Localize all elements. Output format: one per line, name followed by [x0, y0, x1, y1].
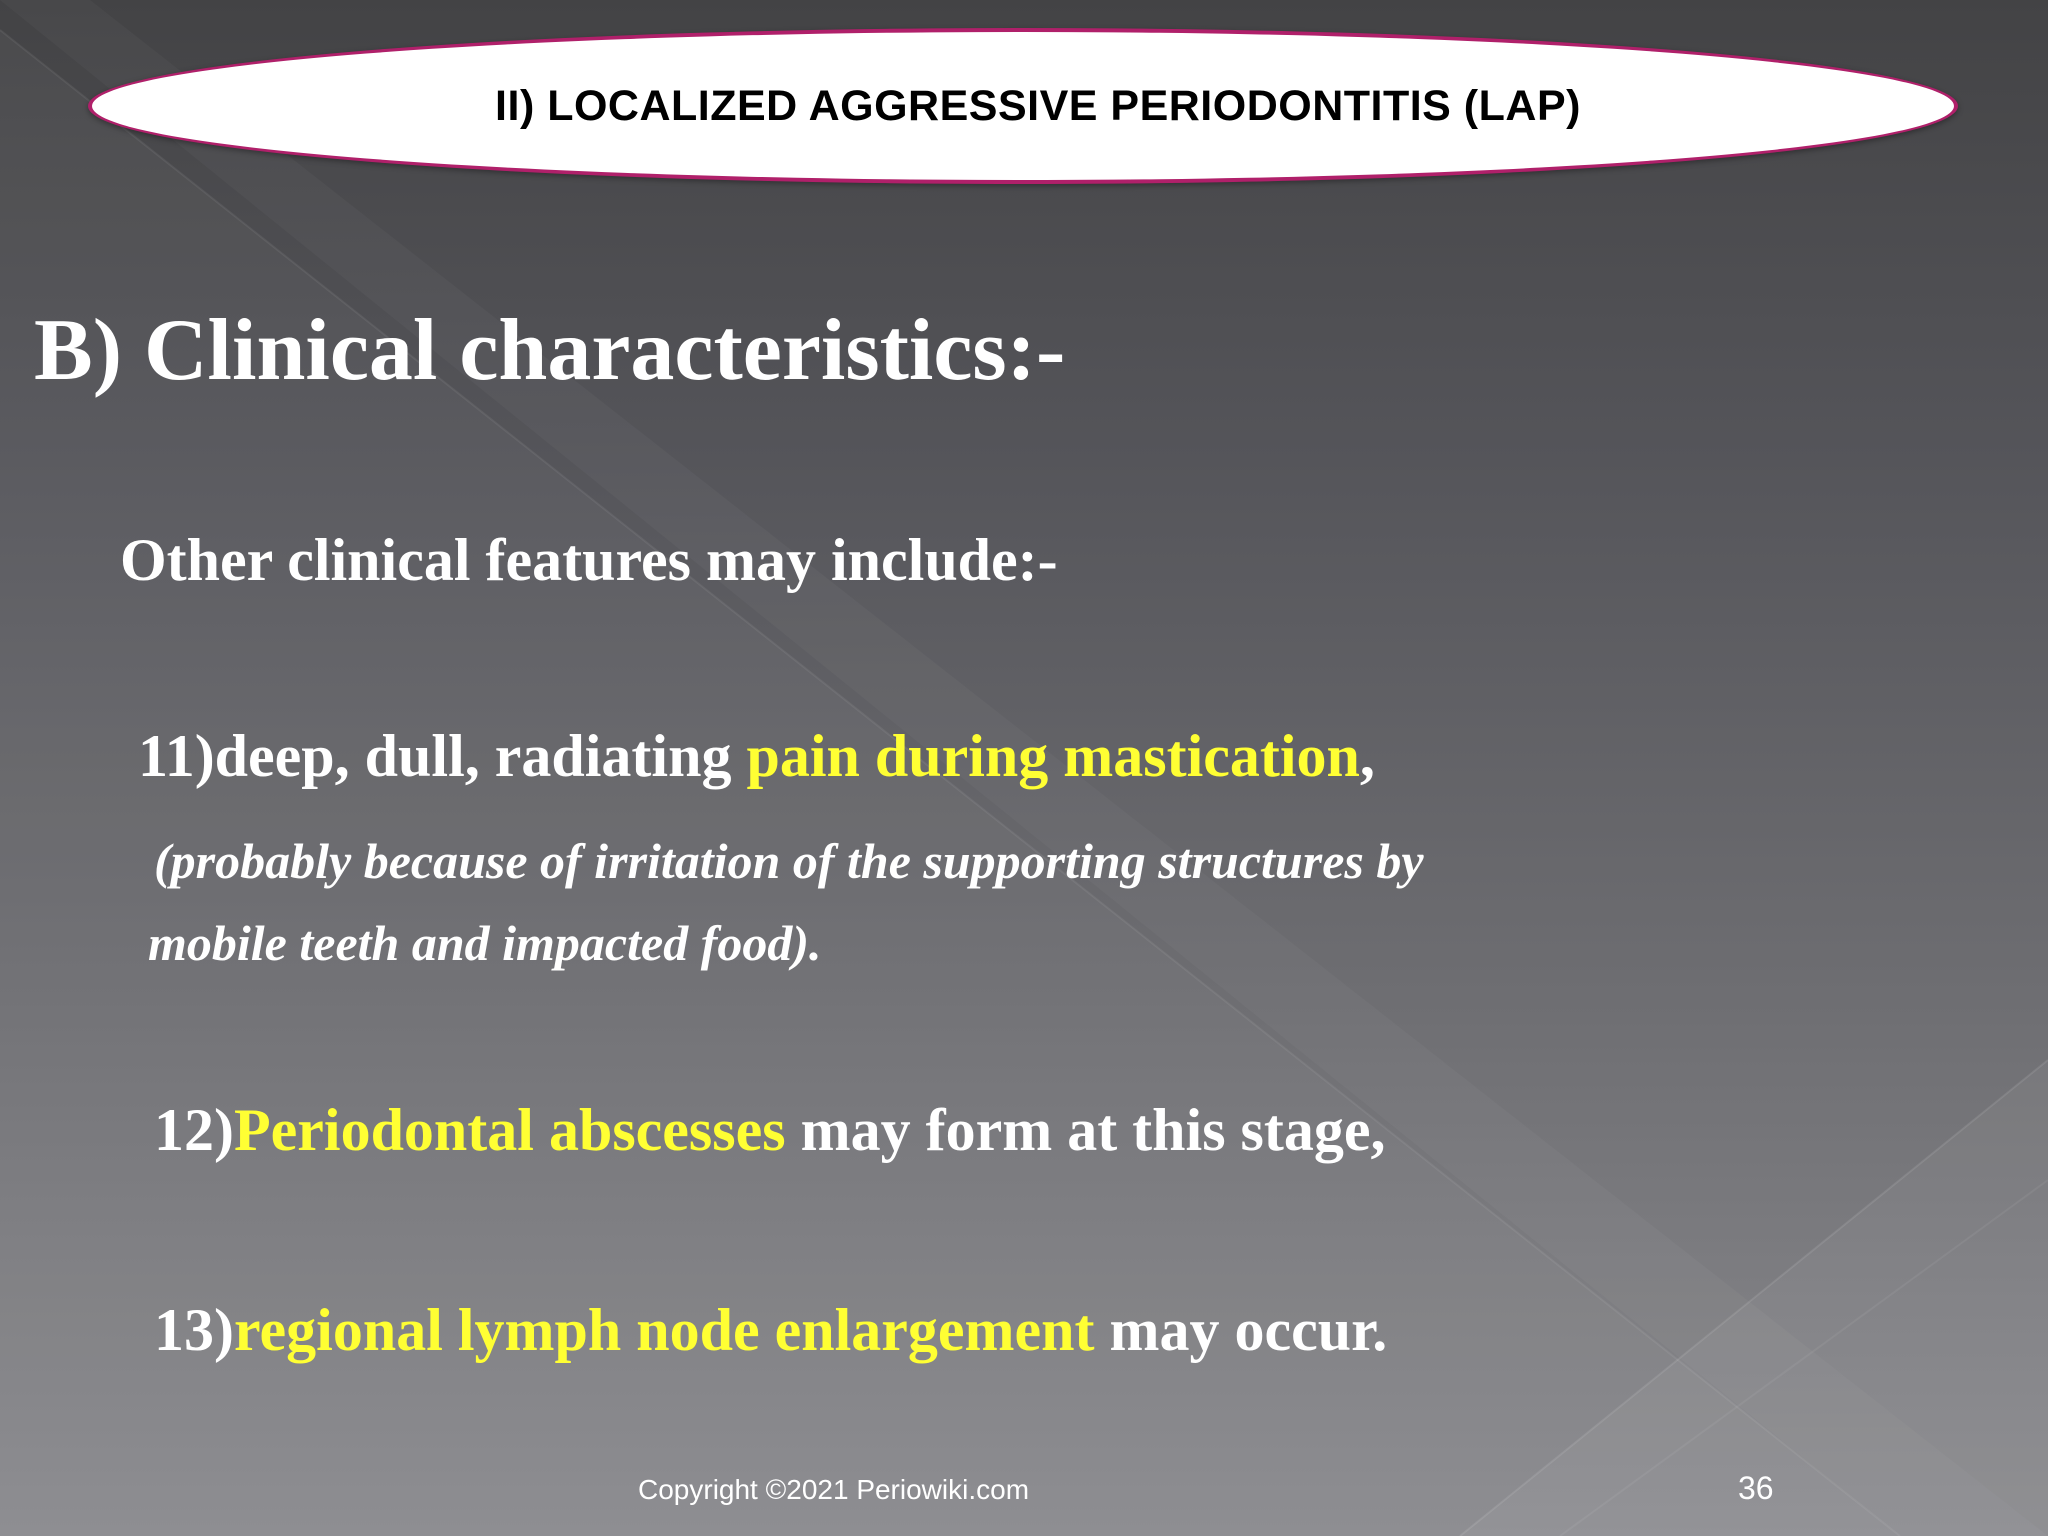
item-text-suffix: , — [1359, 723, 1375, 789]
item-note-line-1: (probably because of irritation of the supporting structures by — [154, 833, 1424, 889]
title-banner — [88, 28, 1958, 184]
item-highlight: pain during mastication — [746, 723, 1360, 789]
item-text-suffix: may form at this stage, — [785, 1097, 1386, 1163]
item-note-line-2: mobile teeth and impacted food). — [148, 915, 822, 971]
intro-line: Other clinical features may include:- — [120, 527, 1058, 593]
slide-title: II) LOCALIZED AGGRESSIVE PERIODONTITIS (LAP) — [495, 81, 1581, 130]
item-number: 13) — [154, 1297, 234, 1363]
item-text-suffix: may occur. — [1094, 1297, 1388, 1363]
list-item-13 — [154, 1296, 1387, 1365]
page-number: 36 — [1738, 1470, 1774, 1506]
footer-copyright: Copyright ©2021 Periowiki.com — [638, 1474, 1030, 1505]
item-text: deep, dull, radiating — [214, 723, 747, 789]
list-item-12 — [154, 1096, 1386, 1165]
item-highlight: regional lymph node enlargement — [233, 1297, 1095, 1363]
item-number: 12) — [154, 1097, 234, 1163]
section-heading: B) Clinical characteristics:- — [34, 302, 1066, 399]
item-number: 11) — [138, 723, 215, 789]
item-highlight: Periodontal abscesses — [233, 1097, 786, 1163]
list-item-11 — [138, 722, 1375, 791]
